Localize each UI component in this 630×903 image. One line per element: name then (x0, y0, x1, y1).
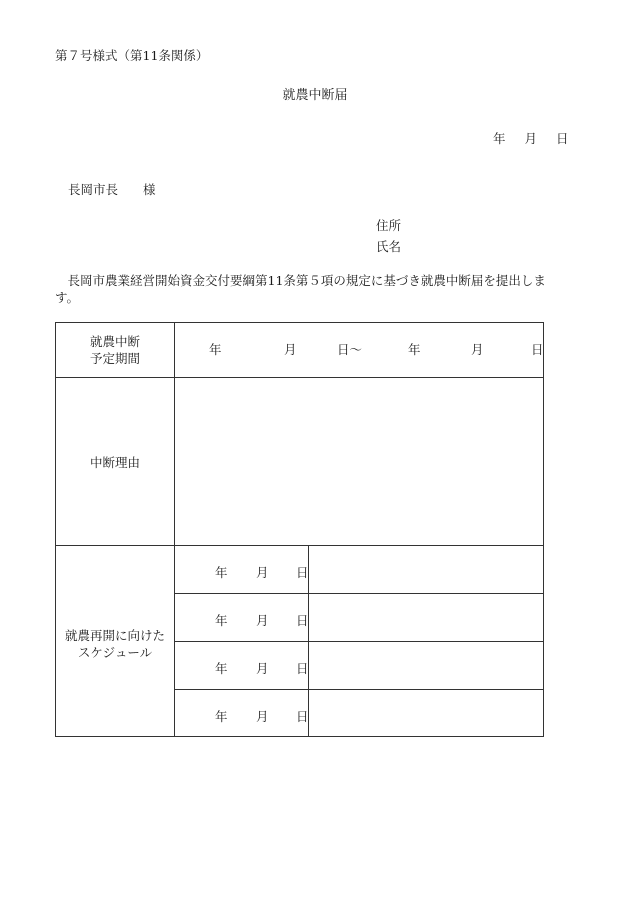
schedule-month: 月 (256, 709, 269, 724)
schedule-year: 年 (215, 613, 228, 628)
page-title: 就農中断届 (282, 88, 348, 103)
period-start-year: 年 (209, 342, 222, 357)
form-number-label: 第７号様式（第11条関係） (55, 48, 209, 63)
period-label (56, 334, 174, 368)
schedule-detail-field[interactable] (309, 690, 543, 736)
period-start-day: 日～ (337, 342, 363, 357)
period-start-month: 月 (284, 342, 297, 357)
suspension-table (55, 322, 544, 737)
schedule-detail-field[interactable] (309, 546, 543, 593)
period-label-line2: 予定期間 (89, 350, 140, 366)
schedule-year: 年 (215, 709, 228, 724)
period-end-year: 年 (408, 342, 421, 357)
schedule-label (56, 628, 174, 662)
schedule-month: 月 (256, 565, 269, 580)
schedule-month: 月 (256, 661, 269, 676)
date-day-label: 日 (556, 131, 569, 146)
schedule-month: 月 (256, 613, 269, 628)
date-month-label: 月 (524, 131, 538, 146)
schedule-day: 日 (296, 661, 309, 676)
submission-date (493, 133, 569, 146)
date-year-label: 年 (493, 131, 506, 146)
schedule-year: 年 (215, 661, 228, 676)
addressee: 長岡市長 様 (68, 182, 156, 197)
schedule-day: 日 (296, 709, 309, 724)
period-end-day: 日 (531, 342, 544, 357)
schedule-detail-field[interactable] (309, 594, 543, 641)
name-label: 氏名 (376, 239, 402, 254)
reason-label: 中断理由 (89, 455, 140, 470)
schedule-year: 年 (215, 565, 228, 580)
schedule-detail-field[interactable] (309, 642, 543, 689)
schedule-day: 日 (296, 613, 309, 628)
reason-field[interactable] (175, 378, 543, 545)
schedule-label-line1: 就農再開に向けた (64, 628, 165, 643)
schedule-label-line2: スケジュール (77, 644, 153, 660)
period-label-line1: 就農中断 (89, 334, 140, 349)
address-label: 住所 (376, 218, 402, 233)
body-text: 長岡市農業経営開始資金交付要綱第11条第５項の規定に基づき就農中断届を提出します。 (55, 273, 546, 305)
period-end-month: 月 (471, 342, 484, 357)
schedule-day: 日 (296, 565, 309, 580)
